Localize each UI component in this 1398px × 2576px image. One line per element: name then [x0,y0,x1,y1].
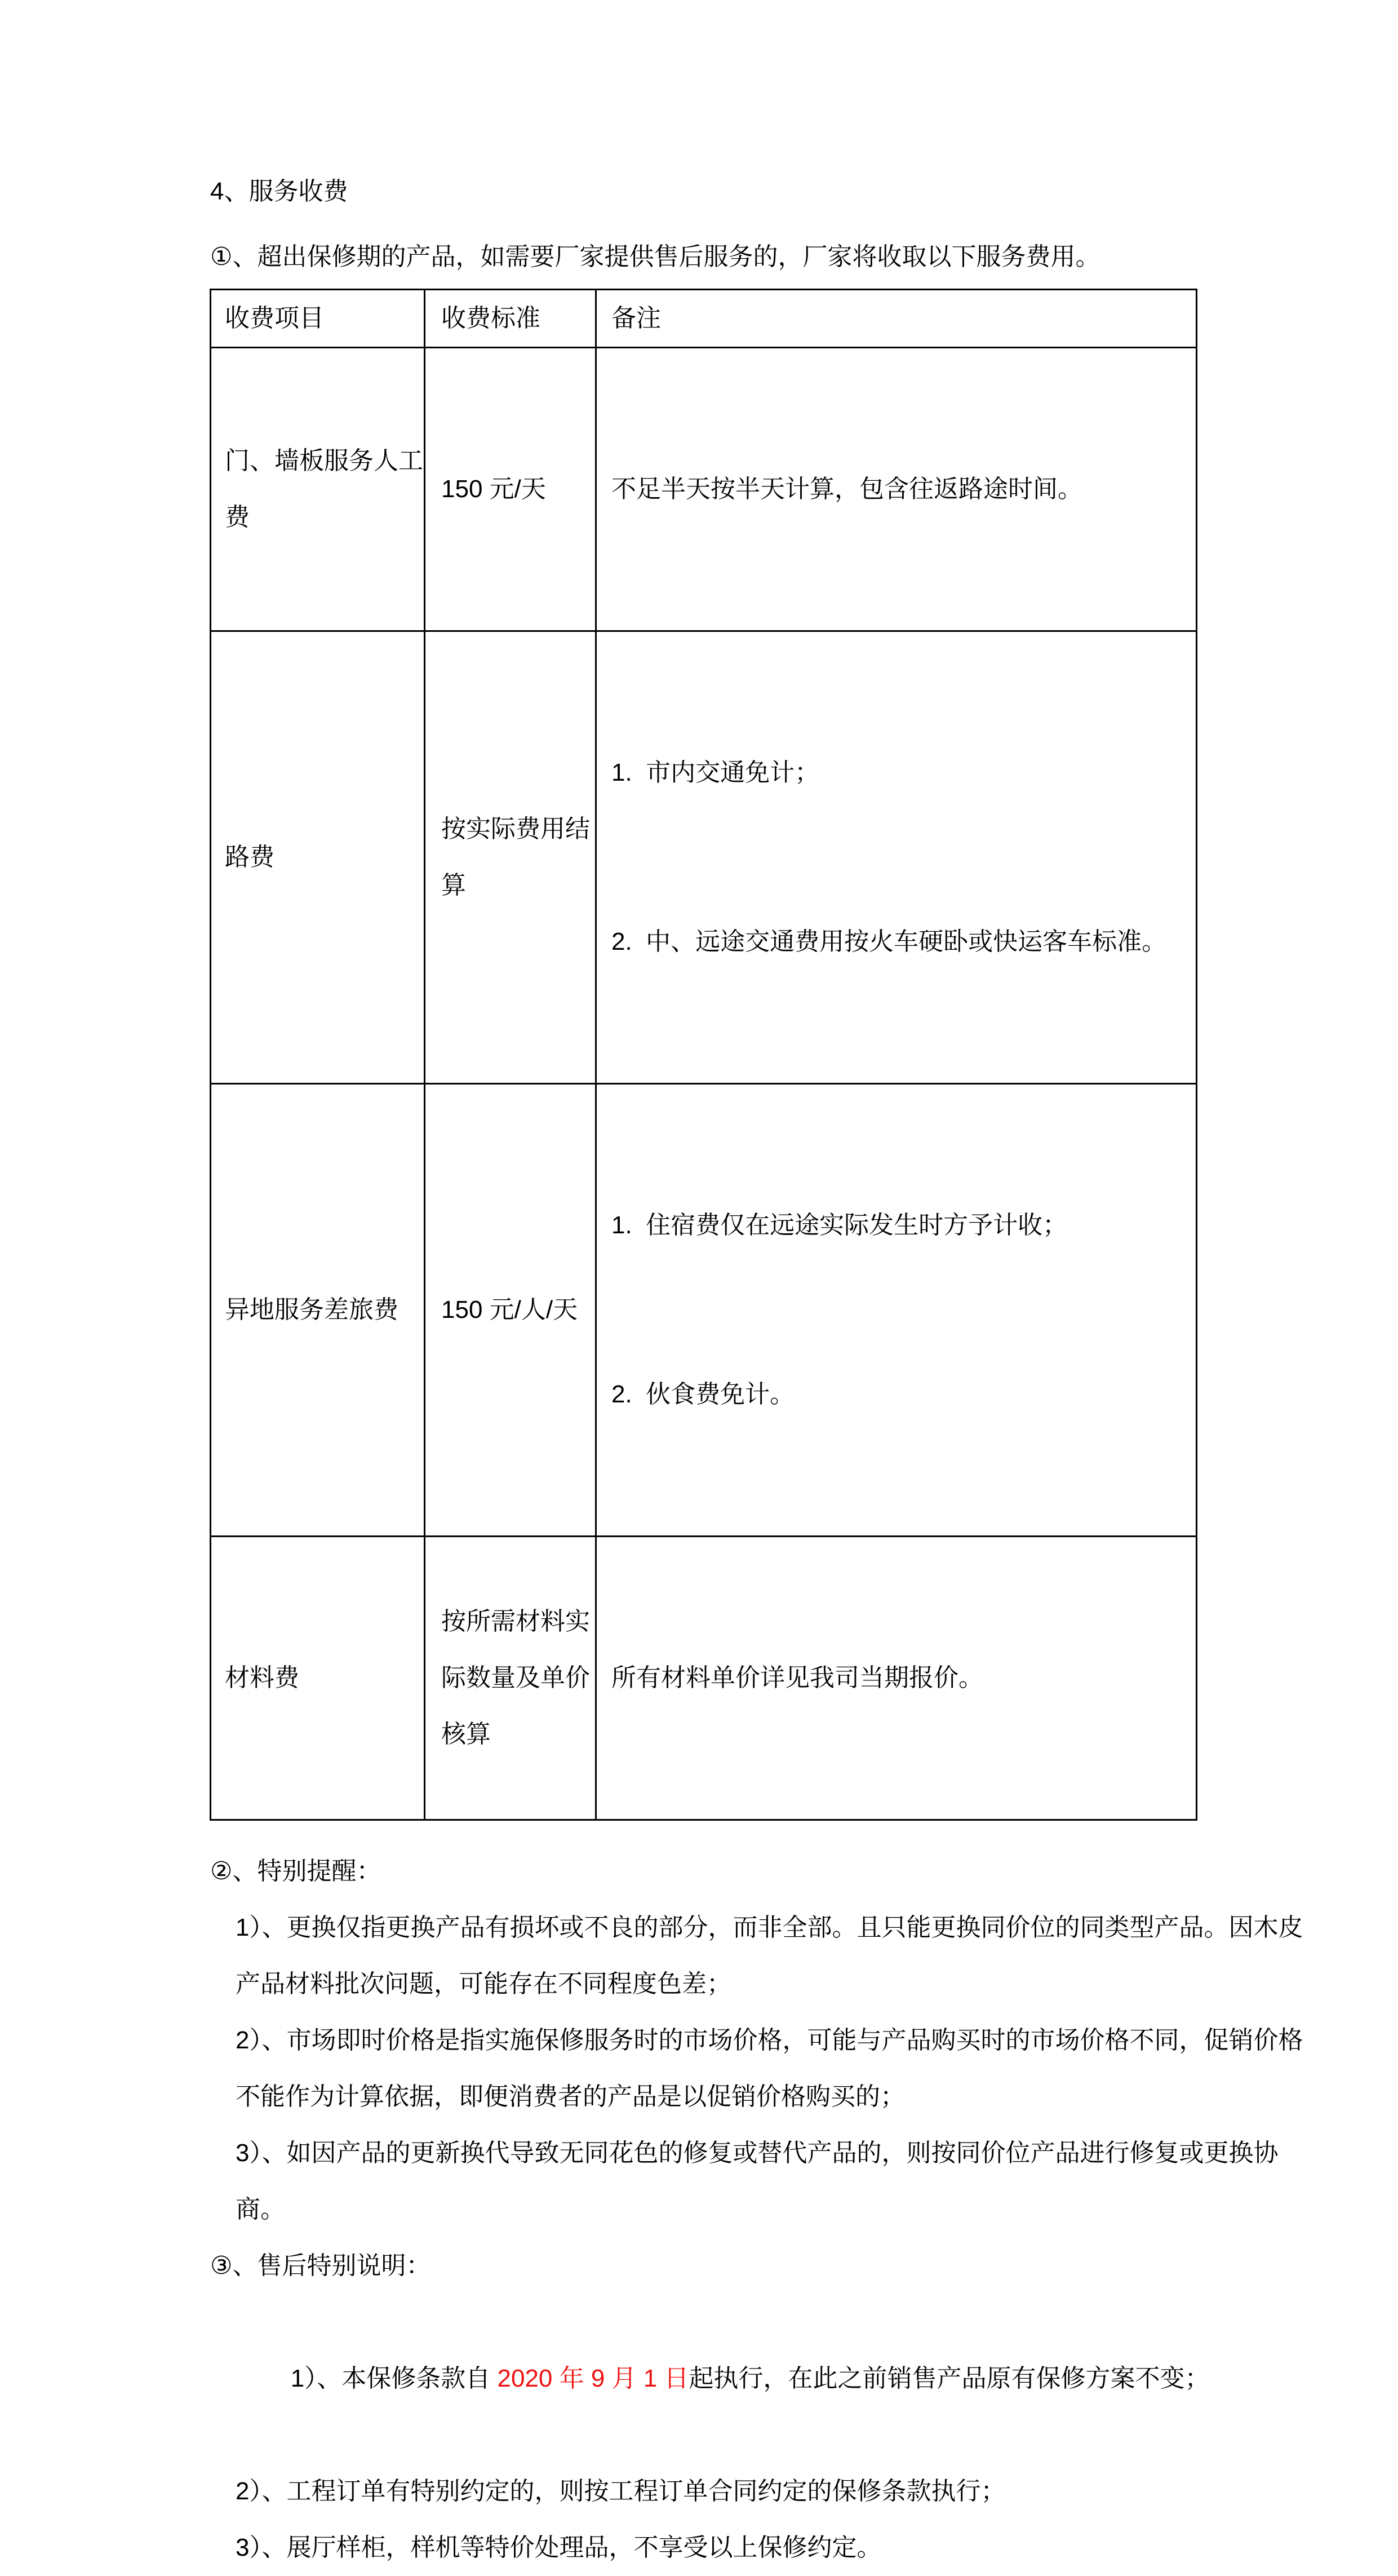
after-sales-note-section [210,2238,1303,2576]
special-reminder-section [210,1843,1303,2238]
note-line: 1. 市内交通免计； [611,759,820,786]
fee-notes-cell [596,1084,1197,1537]
fee-item-cell: 异地服务差旅费 [211,1084,425,1537]
table-header-row [211,290,1197,348]
after-sales-item: 3）、展厅样柜，样机等特价处理品，不享受以上保修约定。 [236,2534,882,2561]
table-row [211,631,1197,1084]
note-line: 2. 伙食费免计。 [611,1380,795,1408]
table-row [211,348,1197,631]
section-header: ③、售后特别说明： [210,2252,431,2280]
fee-standard-cell: 按所需材料实际数量及单价核算 [425,1537,596,1820]
note-line: 2. 中、远途交通费用按火车硬卧或快运客车标准。 [611,928,1167,955]
fee-item-cell: 材料费 [211,1537,425,1820]
warranty-clause-prefix: 1）、本保修条款自 [290,2365,498,2392]
column-header-standard: 收费标准 [425,290,596,348]
column-header-item: 收费项目 [211,290,425,348]
reminder-line: 1）、更换仅指更换产品有损坏或不良的部分，而非全部。且只能更换同价位的同类型产品。因木皮 [236,1914,1303,1941]
column-header-notes: 备注 [596,290,1197,348]
fee-standard-cell: 150 元/天 [425,348,596,631]
fee-standard-cell: 150 元/人/天 [425,1084,596,1537]
document-content [210,163,1303,2576]
reminder-line: 不能作为计算依据，即便消费者的产品是以促销价格购买的； [236,2083,905,2110]
reminder-line: 2）、市场即时价格是指实施保修服务时的市场价格，可能与产品购买时的市场价格不同，促销价格 [236,2026,1303,2054]
after-sales-item [210,2294,1303,2463]
reminder-line: 3）、如因产品的更新换代导致无同花色的修复或替代产品的，则按同价位产品进行修复或更换协商。 [236,2139,1279,2223]
note-line: 所有材料单价详见我司当期报价。 [611,1664,983,1692]
warranty-clause-suffix: 起执行，在此之前销售产品原有保修方案不变； [689,2365,1210,2392]
table-row [211,1084,1197,1537]
reminder-line: 产品材料批次问题，可能存在不同程度色差； [236,1970,731,1998]
note-line: 1. 住宿费仅在远途实际发生时方予计收； [611,1211,1068,1239]
fee-standard-cell: 按实际费用结算 [425,631,596,1084]
fee-notes-cell [596,631,1197,1084]
fee-table [210,289,1197,1821]
section-header: ②、特别提醒： [210,1857,381,1885]
fee-notes-cell [596,348,1197,631]
table-row [211,1537,1197,1820]
effective-date-highlight: 2020 年 9 月 1 日 [497,2365,689,2392]
fee-item-cell: 路费 [211,631,425,1084]
intro-paragraph: ①、超出保修期的产品，如需要厂家提供售后服务的，厂家将收取以下服务费用。 [210,243,1100,271]
note-line: 不足半天按半天计算，包含往返路途时间。 [611,475,1082,503]
section-heading: 4、服务收费 [210,178,348,205]
fee-notes-cell [596,1537,1197,1820]
after-sales-item: 2）、工程订单有特别约定的，则按工程订单合同约定的保修条款执行； [236,2477,1006,2505]
fee-item-cell: 门、墙板服务人工费 [211,348,425,631]
